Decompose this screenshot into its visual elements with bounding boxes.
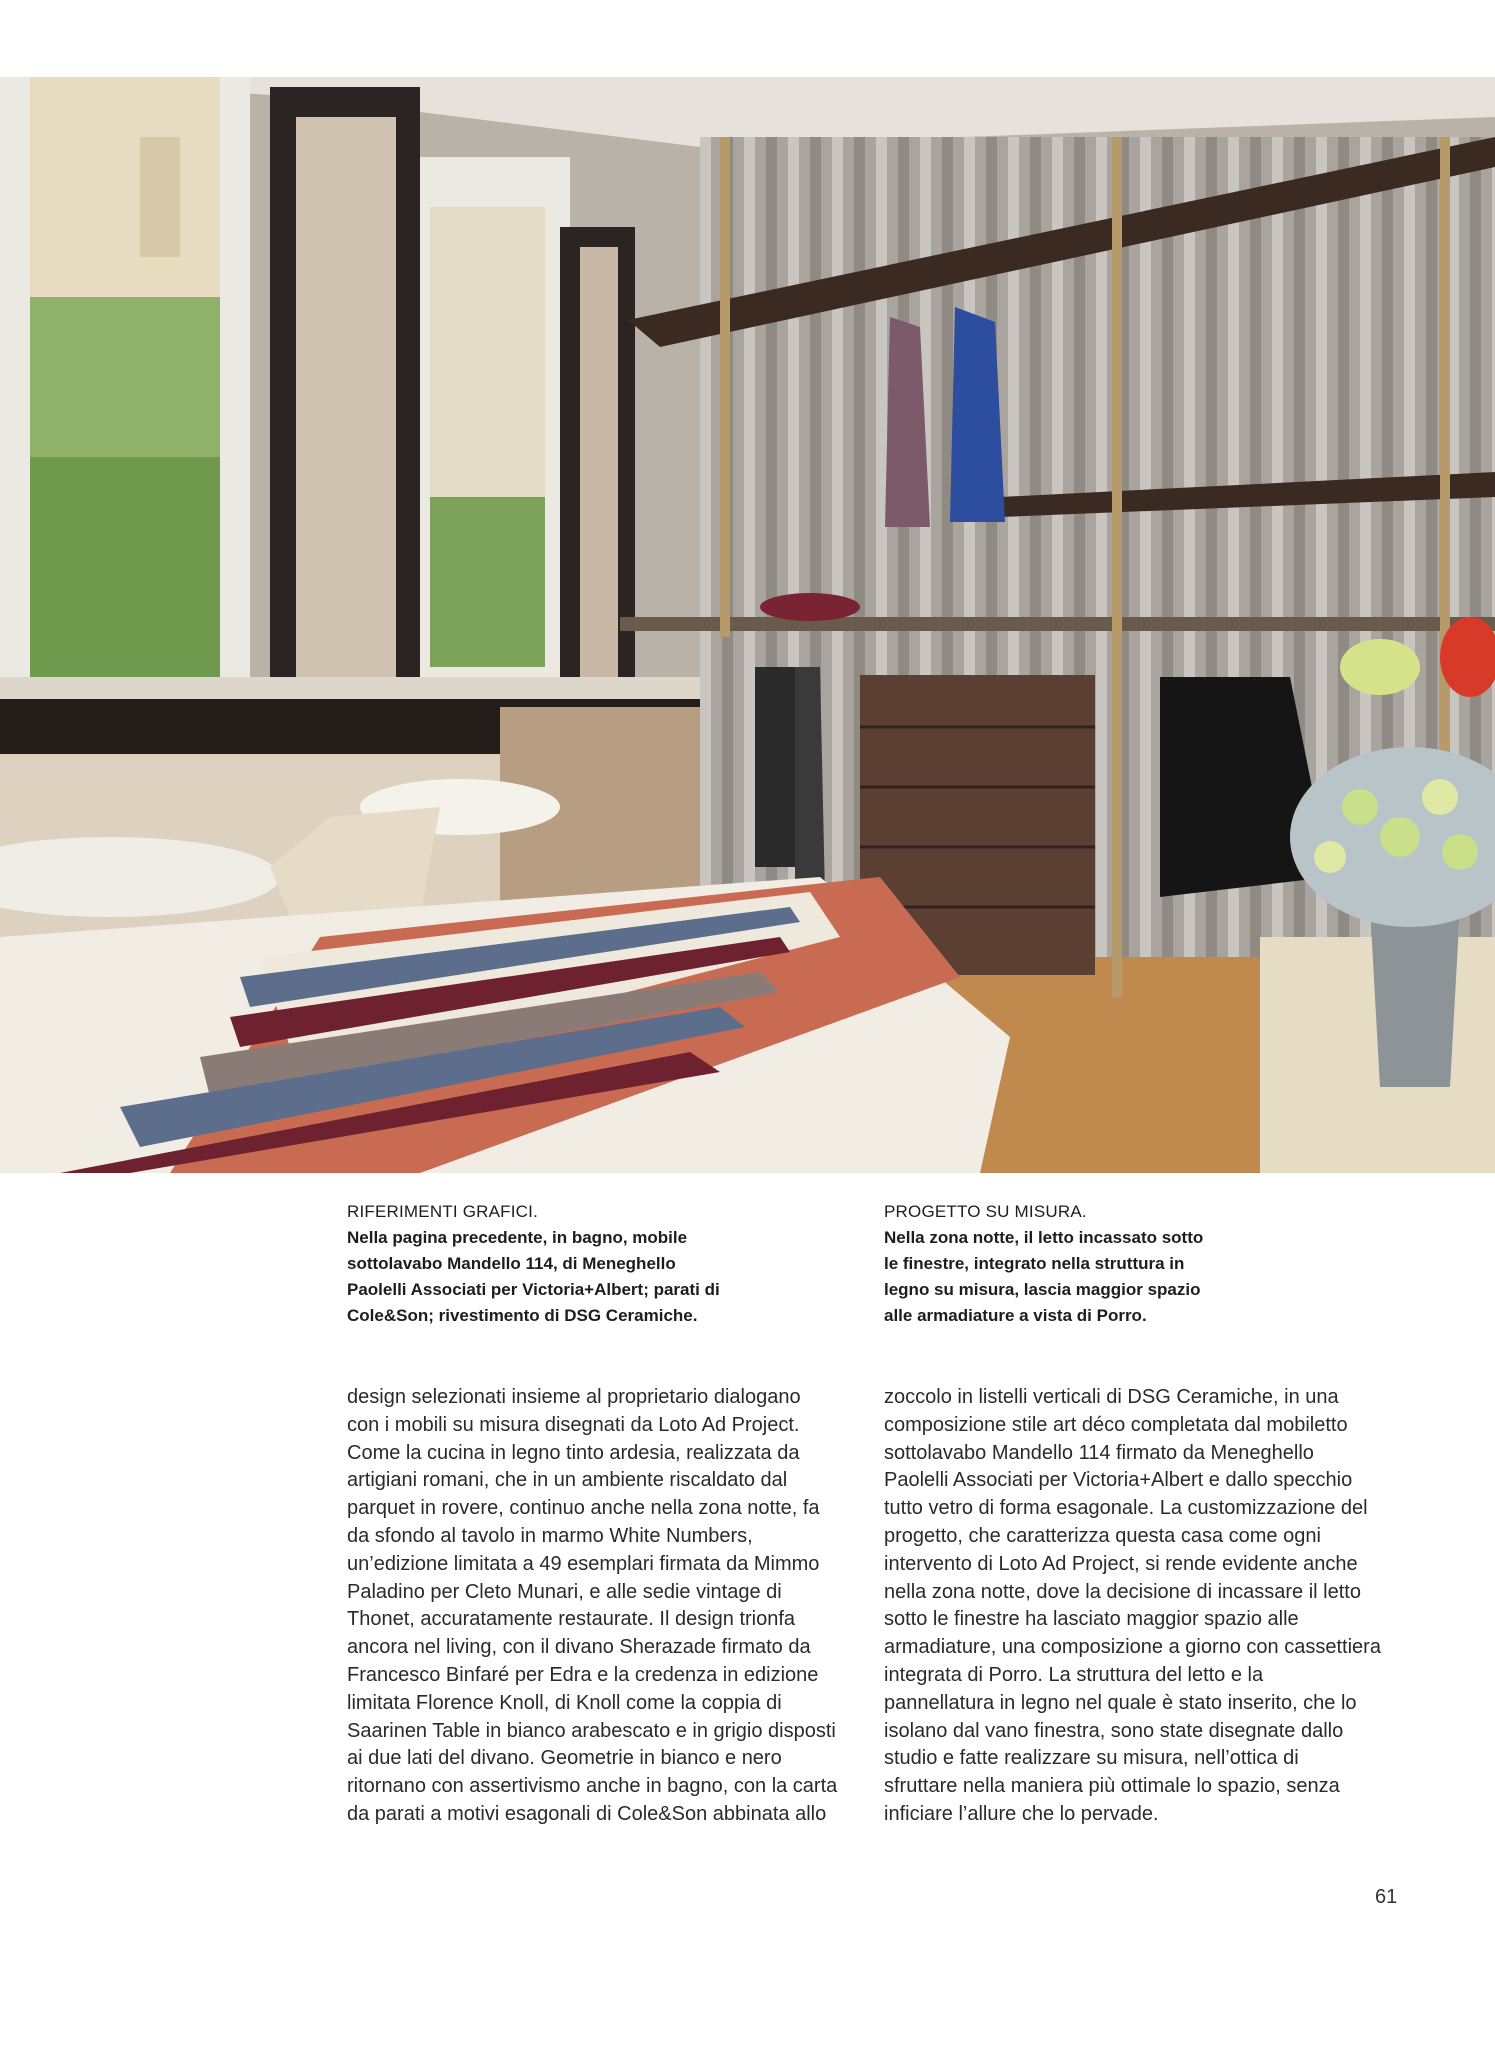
coat-2 — [795, 667, 825, 897]
caption-right-line: legno su misura, lascia maggior spazio — [884, 1280, 1201, 1299]
wallpaper-stripe — [1096, 137, 1107, 997]
body-line: studio e fatte realizzare su misura, nell’ottica di — [884, 1747, 1299, 1770]
body-line: zoccolo in listelli verticali di DSG Ceramiche, in una — [884, 1386, 1339, 1408]
body-line: integrata di Porro. La struttura del letto e la — [884, 1663, 1264, 1686]
page-number: 61 — [1375, 1886, 1398, 1908]
article-column-right — [884, 1384, 1404, 1829]
body-line: intervento di Loto Ad Project, si rende evidente anche — [884, 1552, 1358, 1575]
body-line: un’edizione limitata a 49 esemplari firmata da Mimmo — [347, 1552, 820, 1575]
body-line: design selezionati insieme al proprietario dialogano — [347, 1386, 801, 1408]
caption-right — [884, 1199, 1284, 1329]
wallpaper-stripe — [766, 137, 777, 997]
body-line: Paolelli Associati per Victoria+Albert e dallo specchio — [884, 1469, 1353, 1492]
body-line: progetto, che caratterizza questa casa come ogni — [884, 1524, 1321, 1547]
body-line: isolano dal vano finestra, sono state disegnate dallo — [884, 1719, 1344, 1742]
body-line: Francesco Binfaré per Edra e la credenza in edizione — [347, 1663, 819, 1686]
body-line: sfruttare nella maniera più ottimale lo spazio, senza — [884, 1775, 1340, 1798]
caption-left-title: RIFERIMENTI GRAFICI. — [347, 1202, 538, 1221]
caption-right-line: le finestre, integrato nella struttura in — [884, 1254, 1185, 1273]
body-line: sottolavabo Mandello 114 firmato da Meneghello — [884, 1441, 1314, 1464]
body-line: parquet in rovere, continuo anche nella zona notte, fa — [347, 1497, 820, 1520]
caption-right-line: alle armadiature a vista di Porro. — [884, 1306, 1147, 1325]
wallpaper-stripe — [700, 137, 711, 997]
caption-left-line: Paolelli Associati per Victoria+Albert; parati di — [347, 1280, 720, 1299]
caption-left-line: Cole&Son; rivestimento di DSG Ceramiche. — [347, 1306, 698, 1325]
body-line: ancora nel living, con il divano Sherazade firmato da — [347, 1636, 811, 1659]
bedroom-photo — [0, 77, 1495, 1173]
body-line: composizione stile art déco completata dal mobiletto — [884, 1413, 1348, 1436]
caption-left-line: sottolavabo Mandello 114, di Meneghello — [347, 1254, 676, 1273]
body-line: inficiare l’allure che lo pervade. — [884, 1802, 1159, 1825]
wallpaper-stripe — [744, 137, 755, 997]
body-line: da sfondo al tavolo in marmo White Numbers, — [347, 1524, 753, 1547]
body-line: con i mobili su misura disegnati da Loto Ad Project. — [347, 1413, 800, 1436]
wallpaper-stripe — [832, 137, 843, 997]
caption-left-text — [347, 1225, 747, 1329]
body-line: tutto vetro di forma esagonale. La customizzazione del — [884, 1497, 1368, 1520]
caption-left — [347, 1199, 747, 1329]
body-line: ritornano con assertivismo anche in bagno, con la carta — [347, 1775, 838, 1798]
body-line: Saarinen Table in bianco arabescato e in grigio disposti — [347, 1719, 836, 1742]
body-line: sotto le finestre ha lasciato maggior spazio alle — [884, 1608, 1299, 1631]
body-line: Paladino per Cleto Munari, e alle sedie vintage di — [347, 1580, 782, 1603]
article-column-left — [347, 1384, 867, 1829]
body-line: limitata Florence Knoll, di Knoll come la coppia di — [347, 1691, 782, 1714]
body-line: ai due lati del divano. Geometrie in bianco e nero — [347, 1747, 782, 1770]
body-line: da parati a motivi esagonali di Cole&Son abbinata allo — [347, 1802, 827, 1825]
body-line: armadiature, una composizione a giorno con cassettiera — [884, 1636, 1381, 1659]
window-left — [0, 77, 250, 717]
coat-1 — [755, 667, 800, 867]
body-line: nella zona notte, dove la decisione di incassare il letto — [884, 1580, 1361, 1603]
body-line: Thonet, accuratamente restaurate. Il design trionfa — [347, 1608, 796, 1631]
wallpaper-stripe — [1140, 137, 1151, 997]
body-line: pannellatura in legno nel quale è stato inserito, che lo — [884, 1691, 1357, 1714]
caption-right-text — [884, 1225, 1284, 1329]
body-line: Come la cucina in legno tinto ardesia, realizzata da — [347, 1441, 800, 1464]
caption-right-line: Nella zona notte, il letto incassato sotto — [884, 1228, 1204, 1247]
caption-left-line: Nella pagina precedente, in bagno, mobile — [347, 1228, 688, 1247]
caption-right-title: PROGETTO SU MISURA. — [884, 1202, 1087, 1221]
body-line: artigiani romani, che in un ambiente riscaldato dal — [347, 1469, 788, 1492]
